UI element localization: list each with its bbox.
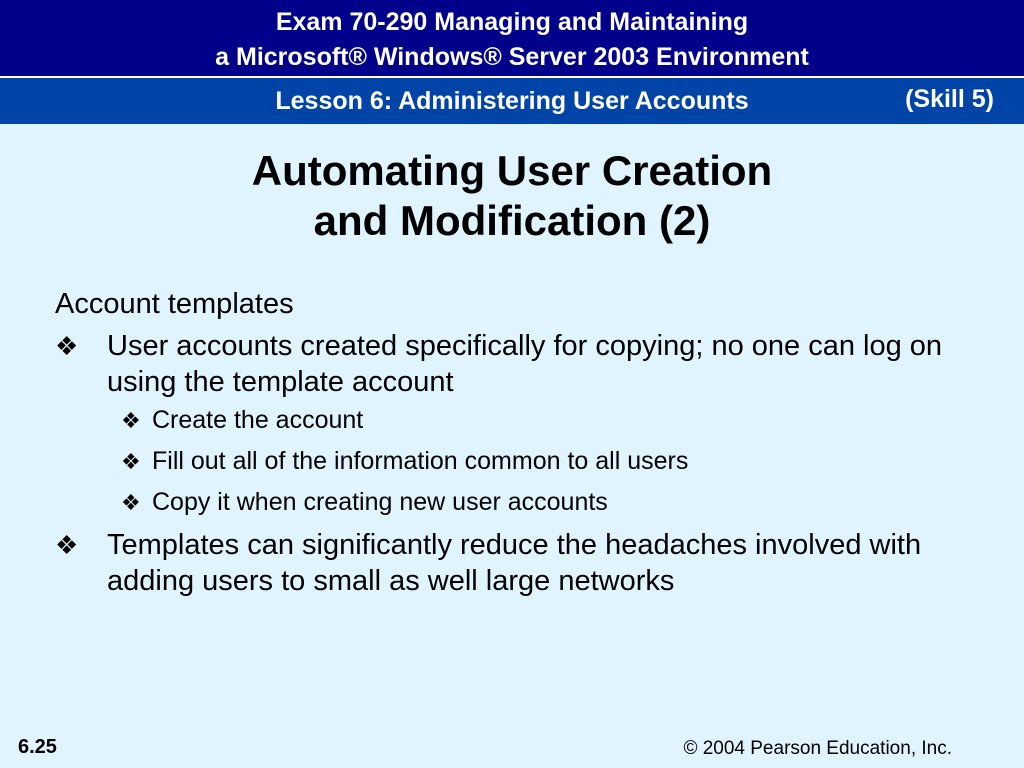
diamond-bullet-icon: ❖ bbox=[55, 331, 79, 361]
course-title-line2: a Microsoft® Windows® Server 2003 Environment bbox=[215, 43, 809, 71]
lesson-title: Lesson 6: Administering User Accounts bbox=[275, 87, 749, 115]
course-title-line1: Exam 70-290 Managing and Maintaining bbox=[275, 8, 749, 36]
bullet-item bbox=[55, 328, 955, 400]
sub-bullet-item bbox=[55, 445, 955, 478]
lesson-bar bbox=[0, 78, 1024, 124]
diamond-bullet-icon: ❖ bbox=[55, 530, 79, 560]
sub-bullet-text: Create the account bbox=[152, 406, 364, 434]
slide-title bbox=[0, 146, 1024, 246]
section-heading: Account templates bbox=[55, 288, 294, 320]
slide-body bbox=[55, 286, 955, 603]
slide-title-line1: Automating User Creation bbox=[251, 147, 773, 194]
skill-label: (Skill 5) bbox=[905, 85, 994, 113]
bullet-text: User accounts created specifically for copying; no one can log on using the template account bbox=[107, 330, 943, 398]
diamond-bullet-icon: ❖ bbox=[121, 408, 141, 433]
diamond-bullet-icon: ❖ bbox=[121, 490, 141, 515]
sub-bullet-item bbox=[55, 486, 955, 519]
copyright-notice: © 2004 Pearson Education, Inc. bbox=[683, 738, 952, 759]
sub-bullet-text: Copy it when creating new user accounts bbox=[152, 488, 608, 516]
sub-bullet-item bbox=[55, 404, 955, 437]
course-header bbox=[0, 0, 1024, 76]
slide-number: 6.25 bbox=[18, 736, 57, 758]
slide-title-line2: and Modification (2) bbox=[313, 197, 711, 244]
bullet-text: Templates can significantly reduce the headaches involved with adding users to small as well large networks bbox=[107, 529, 922, 597]
sub-bullet-text: Fill out all of the information common to all users bbox=[152, 447, 689, 475]
diamond-bullet-icon: ❖ bbox=[121, 449, 141, 474]
bullet-item bbox=[55, 527, 955, 599]
